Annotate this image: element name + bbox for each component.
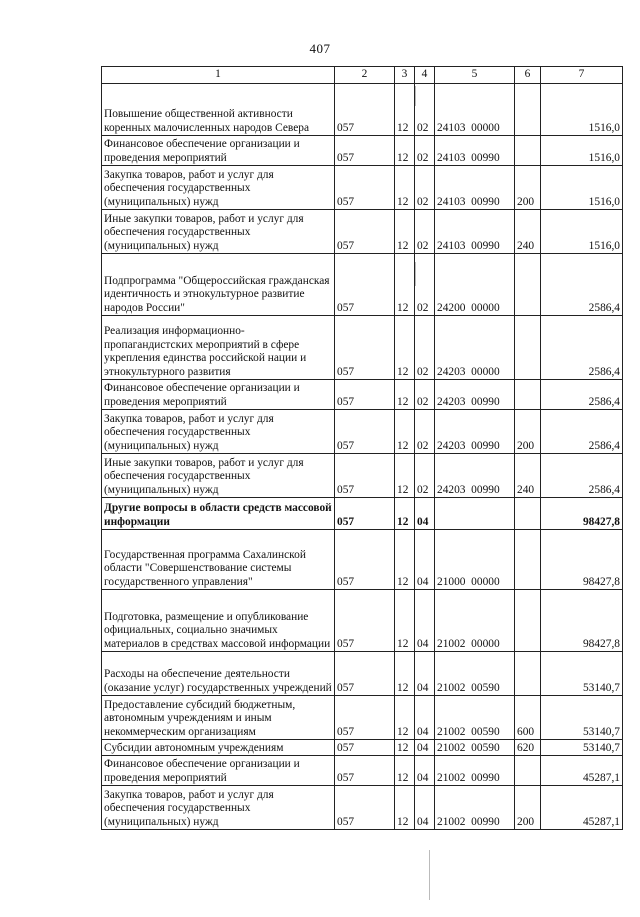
row-grbs-cell: 057 xyxy=(335,210,395,254)
row-section-cell: 12 xyxy=(395,254,415,316)
row-amount-cell: 2586,4 xyxy=(541,410,623,454)
row-expense-type-cell xyxy=(515,380,541,410)
table-row xyxy=(102,166,623,210)
row-target-article-cell: 24203 00990 xyxy=(435,380,515,410)
table-row xyxy=(102,84,623,136)
header-cell: 5 xyxy=(435,67,515,84)
table-row xyxy=(102,590,623,652)
row-subsection-cell: 02 xyxy=(415,316,435,380)
row-expense-type-cell xyxy=(515,652,541,696)
row-amount-cell: 98427,8 xyxy=(541,590,623,652)
row-expense-type-cell xyxy=(515,84,541,136)
table-row xyxy=(102,530,623,590)
row-name-cell: Другие вопросы в области средств массовой информации xyxy=(102,498,335,530)
row-amount-cell: 53140,7 xyxy=(541,696,623,740)
row-target-article-cell: 24103 00000 xyxy=(435,84,515,136)
row-amount-cell: 2586,4 xyxy=(541,254,623,316)
page-number: 407 xyxy=(309,41,331,56)
row-target-article-cell xyxy=(435,498,515,530)
row-subsection-cell: 02 xyxy=(415,84,435,136)
row-name-cell: Финансовое обеспечение организации и проведения мероприятий xyxy=(102,380,335,410)
row-section-cell: 12 xyxy=(395,590,415,652)
row-section-cell: 12 xyxy=(395,316,415,380)
row-target-article-cell: 24203 00990 xyxy=(435,410,515,454)
row-target-article-cell: 24200 00000 xyxy=(435,254,515,316)
row-section-cell: 12 xyxy=(395,454,415,498)
table-row xyxy=(102,136,623,166)
row-section-cell: 12 xyxy=(395,84,415,136)
row-name-cell: Реализация информационно-пропагандистских мероприятий в сфере укрепления единства российской нации и этнокультурного развития xyxy=(102,316,335,380)
row-grbs-cell: 057 xyxy=(335,756,395,786)
row-name-cell: Закупка товаров, работ и услуг для обеспечения государственных (муниципальных) нужд xyxy=(102,166,335,210)
row-section-cell: 12 xyxy=(395,166,415,210)
row-section-cell: 12 xyxy=(395,786,415,830)
row-subsection-cell: 04 xyxy=(415,740,435,756)
row-target-article-cell: 21002 00590 xyxy=(435,740,515,756)
row-subsection-cell: 02 xyxy=(415,166,435,210)
row-expense-type-cell xyxy=(515,590,541,652)
table-header-row xyxy=(102,67,623,84)
row-name-cell: Иные закупки товаров, работ и услуг для обеспечения государственных (муниципальных) нужд xyxy=(102,210,335,254)
row-grbs-cell: 057 xyxy=(335,84,395,136)
row-subsection-cell: 02 xyxy=(415,454,435,498)
row-target-article-cell: 21002 00000 xyxy=(435,590,515,652)
row-amount-cell: 53140,7 xyxy=(541,652,623,696)
row-grbs-cell: 057 xyxy=(335,380,395,410)
row-amount-cell: 1516,0 xyxy=(541,84,623,136)
row-expense-type-cell: 200 xyxy=(515,166,541,210)
row-expense-type-cell: 200 xyxy=(515,410,541,454)
row-name-cell: Субсидии автономным учреждениям xyxy=(102,740,335,756)
row-target-article-cell: 21002 00590 xyxy=(435,652,515,696)
row-subsection-cell: 02 xyxy=(415,210,435,254)
row-target-article-cell: 24103 00990 xyxy=(435,136,515,166)
row-name-cell: Предоставление субсидий бюджетным, автономным учреждениям и иным некоммерческим организациям xyxy=(102,696,335,740)
row-expense-type-cell xyxy=(515,756,541,786)
row-section-cell: 12 xyxy=(395,652,415,696)
row-target-article-cell: 21002 00990 xyxy=(435,756,515,786)
row-target-article-cell: 24103 00990 xyxy=(435,210,515,254)
scan-mark xyxy=(415,262,416,286)
row-target-article-cell: 21000 00000 xyxy=(435,530,515,590)
row-name-cell: Повышение общественной активности коренных малочисленных народов Севера xyxy=(102,84,335,136)
row-name-cell: Государственная программа Сахалинской области "Совершенствование системы государственного управления" xyxy=(102,530,335,590)
row-section-cell: 12 xyxy=(395,740,415,756)
table-row xyxy=(102,696,623,740)
row-name-cell: Иные закупки товаров, работ и услуг для обеспечения государственных (муниципальных) нужд xyxy=(102,454,335,498)
row-grbs-cell: 057 xyxy=(335,590,395,652)
table-row xyxy=(102,740,623,756)
row-grbs-cell: 057 xyxy=(335,410,395,454)
table-row xyxy=(102,254,623,316)
header-cell: 2 xyxy=(335,67,395,84)
row-target-article-cell: 21002 00990 xyxy=(435,786,515,830)
row-subsection-cell: 04 xyxy=(415,498,435,530)
row-subsection-cell: 04 xyxy=(415,652,435,696)
row-subsection-cell: 04 xyxy=(415,696,435,740)
row-grbs-cell: 057 xyxy=(335,254,395,316)
row-subsection-cell: 04 xyxy=(415,786,435,830)
row-amount-cell: 1516,0 xyxy=(541,166,623,210)
row-subsection-cell: 04 xyxy=(415,590,435,652)
row-name-cell: Закупка товаров, работ и услуг для обеспечения государственных (муниципальных) нужд xyxy=(102,786,335,830)
row-amount-cell: 45287,1 xyxy=(541,756,623,786)
row-name-cell: Подпрограмма "Общероссийская гражданская идентичность и этнокультурное развитие народов России" xyxy=(102,254,335,316)
header-cell: 3 xyxy=(395,67,415,84)
row-expense-type-cell xyxy=(515,530,541,590)
row-amount-cell: 98427,8 xyxy=(541,498,623,530)
row-subsection-cell: 02 xyxy=(415,410,435,454)
row-section-cell: 12 xyxy=(395,136,415,166)
row-grbs-cell: 057 xyxy=(335,786,395,830)
row-expense-type-cell xyxy=(515,136,541,166)
row-grbs-cell: 057 xyxy=(335,652,395,696)
row-subsection-cell: 04 xyxy=(415,530,435,590)
row-subsection-cell: 02 xyxy=(415,254,435,316)
row-name-cell: Подготовка, размещение и опубликование официальных, социально значимых материалов в средствах массовой информации xyxy=(102,590,335,652)
row-expense-type-cell xyxy=(515,316,541,380)
row-expense-type-cell: 620 xyxy=(515,740,541,756)
row-amount-cell: 45287,1 xyxy=(541,786,623,830)
row-amount-cell: 53140,7 xyxy=(541,740,623,756)
table-row xyxy=(102,380,623,410)
row-grbs-cell: 057 xyxy=(335,696,395,740)
row-amount-cell: 1516,0 xyxy=(541,136,623,166)
table-row xyxy=(102,410,623,454)
row-grbs-cell: 057 xyxy=(335,498,395,530)
row-grbs-cell: 057 xyxy=(335,166,395,210)
row-expense-type-cell: 200 xyxy=(515,786,541,830)
row-grbs-cell: 057 xyxy=(335,136,395,166)
budget-table xyxy=(101,66,623,830)
row-grbs-cell: 057 xyxy=(335,740,395,756)
table-row xyxy=(102,652,623,696)
row-target-article-cell: 24103 00990 xyxy=(435,166,515,210)
row-grbs-cell: 057 xyxy=(335,454,395,498)
table-row xyxy=(102,210,623,254)
table-row xyxy=(102,454,623,498)
table-row xyxy=(102,756,623,786)
row-grbs-cell: 057 xyxy=(335,530,395,590)
row-grbs-cell: 057 xyxy=(335,316,395,380)
header-cell: 1 xyxy=(102,67,335,84)
row-section-cell: 12 xyxy=(395,498,415,530)
row-subsection-cell: 02 xyxy=(415,380,435,410)
scan-mark xyxy=(415,86,416,106)
row-target-article-cell: 24203 00990 xyxy=(435,454,515,498)
row-subsection-cell: 04 xyxy=(415,756,435,786)
row-target-article-cell: 24203 00000 xyxy=(435,316,515,380)
row-name-cell: Финансовое обеспечение организации и проведения мероприятий xyxy=(102,756,335,786)
row-amount-cell: 2586,4 xyxy=(541,454,623,498)
row-expense-type-cell xyxy=(515,254,541,316)
row-section-cell: 12 xyxy=(395,696,415,740)
row-section-cell: 12 xyxy=(395,380,415,410)
row-expense-type-cell: 240 xyxy=(515,454,541,498)
row-amount-cell: 98427,8 xyxy=(541,530,623,590)
row-amount-cell: 2586,4 xyxy=(541,380,623,410)
row-expense-type-cell: 240 xyxy=(515,210,541,254)
header-cell: 7 xyxy=(541,67,623,84)
row-section-cell: 12 xyxy=(395,530,415,590)
scan-mark xyxy=(429,850,430,900)
row-name-cell: Закупка товаров, работ и услуг для обеспечения государственных (муниципальных) нужд xyxy=(102,410,335,454)
row-expense-type-cell: 600 xyxy=(515,696,541,740)
row-amount-cell: 1516,0 xyxy=(541,210,623,254)
row-section-cell: 12 xyxy=(395,210,415,254)
row-expense-type-cell xyxy=(515,498,541,530)
row-subsection-cell: 02 xyxy=(415,136,435,166)
table-row xyxy=(102,786,623,830)
header-cell: 6 xyxy=(515,67,541,84)
row-section-cell: 12 xyxy=(395,756,415,786)
table-row xyxy=(102,498,623,530)
row-amount-cell: 2586,4 xyxy=(541,316,623,380)
row-name-cell: Расходы на обеспечение деятельности (оказание услуг) государственных учреждений xyxy=(102,652,335,696)
table-row xyxy=(102,316,623,380)
row-section-cell: 12 xyxy=(395,410,415,454)
row-target-article-cell: 21002 00590 xyxy=(435,696,515,740)
header-cell: 4 xyxy=(415,67,435,84)
row-name-cell: Финансовое обеспечение организации и проведения мероприятий xyxy=(102,136,335,166)
